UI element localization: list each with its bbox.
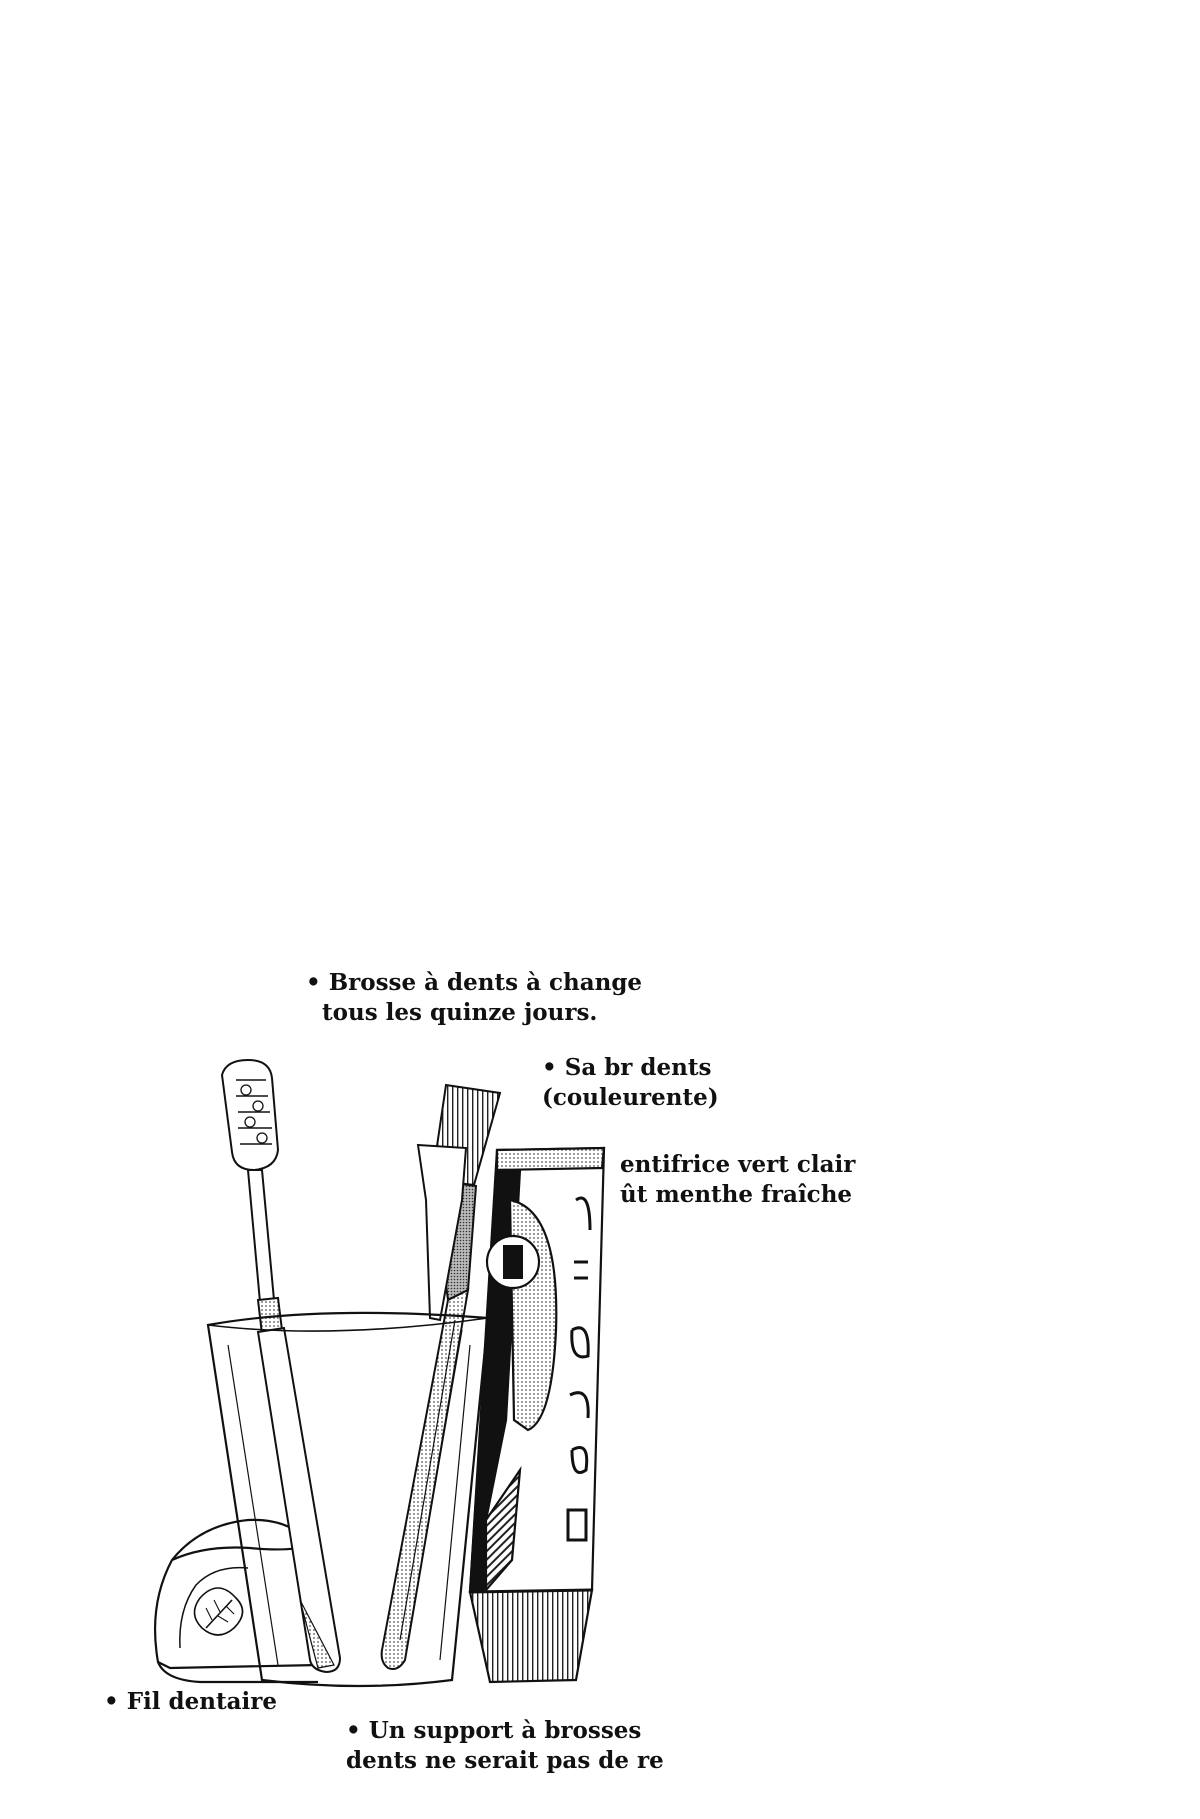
- holder-caption: • Un support à brosses dents ne serait pas de re: [346, 1717, 664, 1774]
- toothpaste-tube: [470, 1148, 604, 1682]
- toothpaste-caption: entifrice vert clair ût menthe fraîche: [620, 1151, 856, 1208]
- floss-caption: • Fil dentaire: [104, 1688, 277, 1715]
- his-toothbrush-caption: • Sa br dents (couleurente): [542, 1054, 719, 1111]
- toothbrush-change-caption: • Brosse à dents à change tous les quinze jours.: [306, 969, 643, 1026]
- toothpaste-caption-box: [620, 1150, 870, 1220]
- tooth-logo-icon: [503, 1245, 523, 1279]
- his-toothbrush-caption-box: [542, 1053, 722, 1123]
- holder-caption-box: [318, 1716, 664, 1786]
